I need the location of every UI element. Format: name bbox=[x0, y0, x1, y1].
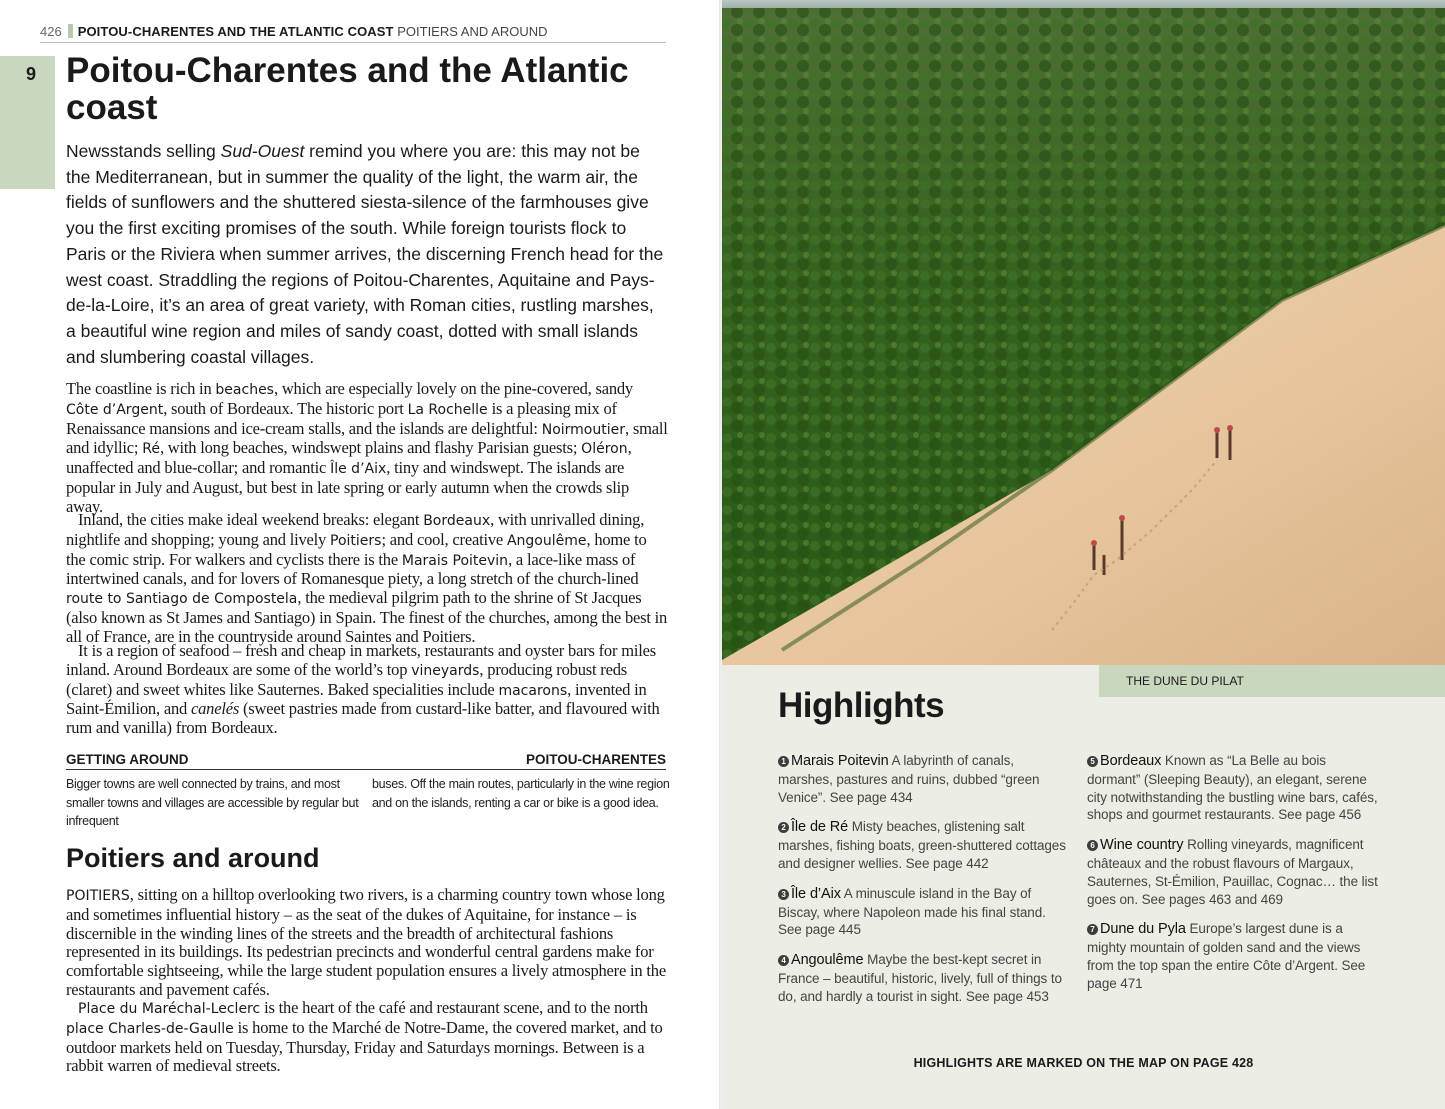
dune-photo bbox=[722, 0, 1445, 665]
running-head bbox=[40, 22, 666, 43]
number-badge-icon: 5 bbox=[1087, 756, 1098, 767]
chapter-number: 9 bbox=[26, 64, 37, 84]
highlight-text: Rolling vineyards, magnificent châteaux and the robust flavours of Margaux, Sauternes, St-Émilion, Pauillac, Cognac… the list goes on. See pages 463 and 469 bbox=[1087, 837, 1378, 907]
highlight-item bbox=[1087, 920, 1379, 992]
getting-around-text-col1: Bigger towns are well connected by trains, and most smaller towns and villages are accessible by regular but infrequent bbox=[66, 777, 359, 828]
running-head-marker bbox=[68, 24, 73, 38]
highlight-text: Misty beaches, glistening salt marshes, fishing boats, green-shuttered cottages and designer wellies. See page 442 bbox=[778, 819, 1066, 871]
chapter-title: Poitou-Charentes and the Atlantic coast bbox=[66, 51, 629, 127]
highlight-text: A labyrinth of canals, marshes, pastures and ruins, dubbed “green Venice”. See page 434 bbox=[778, 753, 1040, 805]
number-badge-icon: 6 bbox=[1087, 840, 1098, 851]
keyword: POITIERS bbox=[66, 888, 130, 904]
number-badge-icon: 2 bbox=[778, 822, 789, 833]
subsection-title: POITIERS AND AROUND bbox=[397, 24, 548, 39]
highlight-name: Île d’Aix bbox=[791, 885, 841, 902]
body-paragraph-place: Place du Maréchal-Leclerc is the heart of the café and restaurant scene, and to the north place Charles-de-Gaulle is home to the Marché de Notre-Dame, the covered market, and to outdoor markets held on Tuesday, Thursday, Friday and Saturdays mornings. Between is a rabbit warren of medieval streets. bbox=[66, 998, 663, 1076]
intro-paragraph bbox=[66, 139, 666, 370]
keyword: macarons bbox=[498, 682, 568, 699]
getting-around-header bbox=[66, 750, 666, 770]
keyword: beaches bbox=[215, 382, 274, 398]
getting-around-heading: GETTING AROUND bbox=[66, 752, 189, 767]
right-page bbox=[722, 0, 1445, 1109]
body-paragraph-coast: The coastline is rich in beaches, which are especially lovely on the pine-covered, sandy Côte d’Argent, south of Bordeaux. The historic port La Rochelle is a pleasing mix of Renaissance mansions and ice-cream stalls, and the islands are delightful: Noirmoutier, small and idyllic; Ré, with long beaches, windswept plains and flashy Parisian guests; Oléron, unaffected and blue-collar; and romantic Île d’Aix, tiny and windswept. The islands are popular in July and August, but best in late spring or early autumn when the crowds slip away. bbox=[66, 379, 668, 516]
keyword: Ré bbox=[142, 441, 160, 458]
body-paragraph-inland: Inland, the cities make ideal weekend breaks: elegant Bordeaux, with unrivalled dining, nightlife and shopping; young and lively Poitiers; and cool, creative Angoulême, home to the comic strip. For walkers and cyclists there is the Marais Poitevin, a lace-like mass of intertwined canals, and for lovers of Romanesque piety, a long stretch of the church-lined route to Santiago de Compostela, the medieval pilgrim path to the shrine of St Jacques (also known as St James and Santiago) in Spain. The finest of the churches, among the best in all of France, are in the countryside around Saintes and Poitiers. bbox=[66, 510, 668, 646]
keyword: Côte d’Argent bbox=[66, 401, 164, 418]
highlight-text: Known as “La Belle au bois dormant” (Sleeping Beauty), an elegant, serene city notwithstanding the bustling wine bars, cafés, shops and gourmet restaurants. See page 456 bbox=[1087, 753, 1378, 823]
highlight-name: Île de Ré bbox=[791, 819, 849, 836]
chapter-tab bbox=[0, 56, 55, 189]
number-badge-icon: 1 bbox=[778, 756, 789, 767]
highlight-text: Maybe the best-kept secret in France – beautiful, historic, lively, full of things to do, and hardly a tourist in sight. See page 453 bbox=[778, 952, 1062, 1004]
highlight-item bbox=[778, 885, 1070, 939]
highlight-item bbox=[1087, 836, 1379, 908]
section-title: POITOU-CHARENTES AND THE ATLANTIC COAST bbox=[77, 24, 394, 39]
highlight-text: Europe’s largest dune is a mighty mountain of golden sand and the views from the top span the entire Côte d’Argent. See page 471 bbox=[1087, 921, 1366, 991]
number-badge-icon: 4 bbox=[778, 955, 789, 966]
highlight-item bbox=[778, 951, 1070, 1005]
body-paragraph-food: It is a region of seafood – fresh and cheap in markets, restaurants and oyster bars for miles inland. Around Bordeaux are some of the world’s top vineyards, producing robust reds (claret) and sweet whites like Sauternes. Baked specialities include macarons, invented in Saint-Émilion, and canelés (sweet pastries made from custard-like batter, and flavoured with rum and vanilla) from Bordeaux. bbox=[66, 641, 660, 738]
keyword: La Rochelle bbox=[407, 401, 488, 418]
highlight-item bbox=[1087, 752, 1379, 824]
intro-emphasis: Sud-Ouest bbox=[220, 141, 305, 161]
highlight-text: A minuscule island in the Bay of Biscay, where Napoleon made his final stand. See page 445 bbox=[778, 885, 1046, 938]
keyword: Place du Maréchal-Leclerc bbox=[78, 1001, 261, 1017]
intro-text: Newsstands selling bbox=[66, 141, 221, 161]
keyword: Angoulême bbox=[506, 532, 587, 549]
highlight-item bbox=[778, 818, 1070, 872]
photo-caption: THE DUNE DU PILAT bbox=[1126, 674, 1244, 688]
emphasis: canelés bbox=[190, 699, 240, 719]
highlight-name: Wine country bbox=[1100, 837, 1184, 854]
highlights-column-2 bbox=[1087, 752, 1379, 1005]
getting-around-text-col2: buses. Off the main routes, particularly in the wine region and on the islands, renting a car or bike is a good idea. bbox=[372, 777, 670, 810]
highlights-column-1 bbox=[778, 752, 1070, 1018]
keyword: vineyards bbox=[411, 662, 480, 679]
photo-caption-bar bbox=[1099, 665, 1445, 697]
page-number: 426 bbox=[40, 24, 62, 39]
number-badge-icon: 7 bbox=[1087, 924, 1098, 935]
highlight-name: Dune du Pyla bbox=[1100, 921, 1186, 938]
highlight-name: Bordeaux bbox=[1100, 753, 1162, 769]
keyword: Poitiers bbox=[330, 532, 382, 549]
left-page bbox=[0, 0, 722, 1109]
highlights-footer: HIGHLIGHTS ARE MARKED ON THE MAP ON PAGE 428 bbox=[913, 1056, 1254, 1070]
getting-around-region: POITOU-CHARENTES bbox=[525, 752, 666, 767]
highlight-name: Angoulême bbox=[791, 952, 864, 969]
intro-text: remind you where you are: this may not be the Mediterranean, but in summer the quality of the light, the warm air, the fields of sunflowers and the shuttered siesta-silence of the farmhouses give you the first exciting promises of the south. While foreign tourists flock to Paris or the Riviera when summer arrives, the discerning French head for the west coast. Straddling the regions of Poitou-Charentes, Aquitaine and Pays-de-la-Loire, it’s an area of great variety, with Roman cities, rustling marshes, a beautiful wine region and miles of sandy coast, dotted with small islands and slumbering coastal villages. bbox=[66, 141, 664, 367]
keyword: Noirmoutier bbox=[541, 421, 625, 438]
keyword: place Charles-de-Gaulle bbox=[66, 1020, 234, 1037]
keyword: Oléron bbox=[581, 441, 628, 458]
number-badge-icon: 3 bbox=[778, 889, 789, 900]
highlight-name: Marais Poitevin bbox=[791, 753, 889, 769]
highlights-title: Highlights bbox=[778, 686, 945, 725]
keyword: Marais Poitevin bbox=[401, 552, 509, 569]
section-heading: Poitiers and around bbox=[66, 843, 320, 873]
keyword: Île d’Aix bbox=[330, 461, 387, 478]
body-paragraph-poitiers: POITIERS, sitting on a hilltop overlooking two rivers, is a charming country town whose long and sometimes influential history – as the seat of the dukes of Aquitaine, for instance – is discernible in the winding lines of the streets and the breadth of architectural fashions represented in its buildings. Its pedestrian precincts and wonderful central gardens make for comfortable sightseeing, while the large student population ensures a lively atmosphere in the restaurants and pavement cafés. bbox=[66, 885, 666, 999]
keyword: Bordeaux bbox=[423, 513, 491, 529]
keyword: route to Santiago de Compostela bbox=[66, 591, 298, 608]
highlight-item bbox=[778, 752, 1070, 806]
